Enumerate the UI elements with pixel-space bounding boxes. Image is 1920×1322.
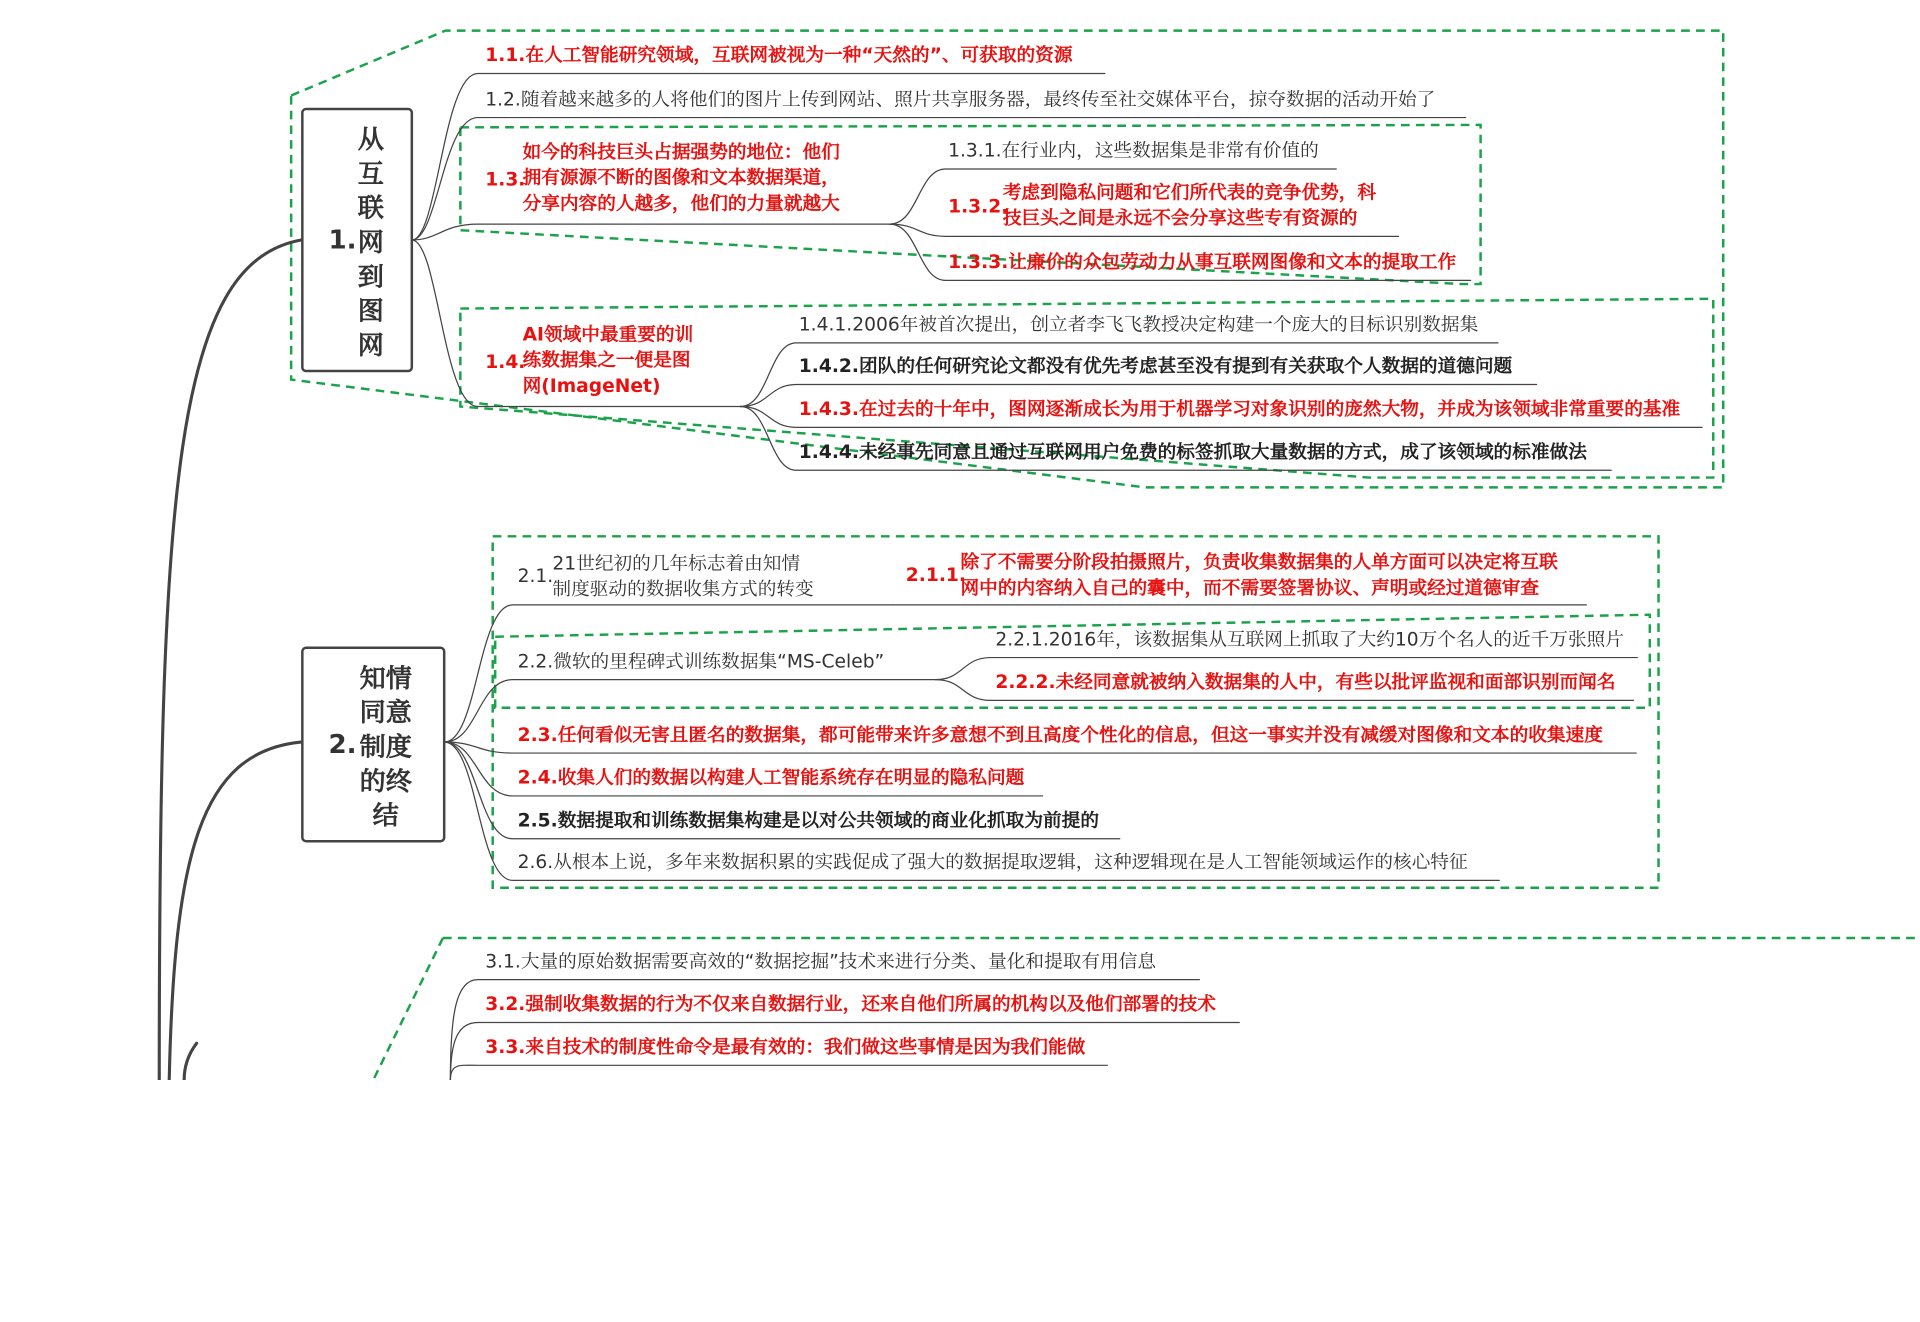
item-2-4-text: 收集人们的数据以构建人工智能系统存在明显的隐私问题 (557, 766, 1025, 789)
item-1-3-prefix: 1.3. (485, 168, 526, 191)
item-2-6[interactable] (518, 850, 1468, 876)
item-2-2-2-prefix: 2.2.2. (995, 671, 1056, 694)
item-3-3[interactable] (485, 1035, 1085, 1061)
item-1-3-2[interactable] (948, 180, 1396, 234)
trunk-to-topic-1 (159, 240, 301, 1080)
item-2-2-2-text: 未经同意就被纳入数据集的人中，有些以批评监视和面部识别而闻名 (1055, 671, 1616, 694)
item-2-1-1-prefix: 2.1.1. (905, 563, 967, 586)
item-1-3-3[interactable] (948, 250, 1456, 276)
item-3-1[interactable] (485, 949, 1156, 975)
item-3-1-prefix: 3.1. (485, 950, 521, 973)
item-1-4-line-3: 网(ImageNet) (522, 374, 661, 397)
item-2-2[interactable] (518, 649, 885, 675)
item-2-4-prefix: 2.4. (517, 766, 558, 789)
item-1-3-2-line-1: 考虑到隐私问题和它们所代表的竞争优势，科 (1002, 181, 1377, 204)
item-2-5-prefix: 2.5. (517, 809, 558, 832)
item-1-3-3-text: 让廉价的众包劳动力从事互联网图像和文本的提取工作 (1008, 251, 1457, 274)
item-1-3-2-prefix: 1.3.2. (948, 195, 1009, 218)
item-1-4-2-text: 团队的任何研究论文都没有优先考虑甚至没有提到有关获取个人数据的道德问题 (859, 355, 1513, 378)
item-1-4-line-2: 练数据集之一便是图 (522, 348, 691, 372)
item-1-1-prefix: 1.1. (485, 44, 526, 67)
item-1-1-text: 在人工智能研究领域，互联网被视为一种“天然的”、可获取的资源 (525, 44, 1073, 67)
item-1-3-line-1: 如今的科技巨头占据强势的地位：他们 (522, 140, 840, 163)
item-2-2-2[interactable] (995, 670, 1615, 696)
item-2-3[interactable] (518, 722, 1603, 748)
item-1-3[interactable] (485, 140, 883, 221)
item-3-2-text: 强制收集数据的行为不仅来自数据行业，还来自他们所属的机构以及他们部署的技术 (525, 993, 1216, 1016)
item-3-3-prefix: 3.3. (485, 1035, 526, 1058)
item-1-4-4[interactable] (799, 440, 1587, 466)
item-3-3-text: 来自技术的制度性命令是最有效的：我们做这些事情是因为我们能做 (525, 1035, 1086, 1058)
item-2-1-line-2: 制度驱动的数据收集方式的转变 (552, 577, 814, 601)
item-1-3-2-line-2: 技巨头之间是永远不会分享这些专有资源的 (1002, 206, 1358, 229)
item-2-2-text: 微软的里程碑式训练数据集“MS-Celeb” (553, 650, 885, 673)
item-2-3-prefix: 2.3. (517, 723, 558, 746)
item-1-4-1-text: 2006年被首次提出，创立者李飞飞教授决定构建一个庞大的目标识别数据集 (852, 313, 1479, 336)
item-2-2-1-prefix: 2.2.1. (995, 628, 1049, 651)
item-2-1-line-1: 21世纪初的几年标志着由知情 (552, 552, 801, 575)
item-2-5[interactable] (518, 808, 1099, 834)
item-2-1-prefix: 2.1. (517, 565, 554, 588)
item-1-3-3-prefix: 1.3.3. (948, 251, 1009, 274)
item-1-3-line-3: 分享内容的人越多，他们的力量就越大 (522, 192, 840, 215)
item-3-1-text: 大量的原始数据需要高效的“数据挖掘”技术来进行分类、量化和提取有用信息 (520, 950, 1157, 973)
item-1-3-1-prefix: 1.3.1. (948, 139, 1002, 162)
item-2-2-1-text: 2016年，该数据集从互联网上抓取了大约10万个名人的近千万张照片 (1048, 628, 1624, 651)
item-2-1-1[interactable] (906, 550, 1603, 601)
item-2-2-1[interactable] (995, 627, 1624, 653)
item-1-4-1[interactable] (799, 312, 1478, 338)
topic-1-number: 1. (328, 225, 357, 255)
item-2-1-1-line-2: 网中的内容纳入自己的囊中，而不需要签署协议、声明或经过道德审查 (960, 576, 1540, 599)
topic-2-title: 知情同意制度的终结 (359, 663, 412, 831)
topic-1-title: 从互联网到图网 (357, 124, 384, 361)
topic-1-box[interactable] (301, 108, 413, 372)
topic-2-number: 2. (328, 729, 357, 760)
item-2-3-text: 任何看似无害且匿名的数据集，都可能带来许多意想不到且高度个性化的信息，但这一事实并没有减缓对图像和文本的收集速度 (557, 723, 1603, 746)
item-1-4-2-prefix: 1.4.2. (798, 355, 860, 378)
item-1-4-line-1: AI领域中最重要的训 (522, 323, 694, 346)
item-1-2[interactable] (485, 87, 1435, 113)
item-1-4-2[interactable] (799, 354, 1512, 380)
item-1-3-1[interactable] (948, 138, 1319, 164)
item-2-6-text: 从根本上说，多年来数据积累的实践促成了强大的数据提取逻辑，这种逻辑现在是人工智能领域运作的核心特征 (553, 851, 1468, 874)
item-2-2-prefix: 2.2. (517, 650, 554, 673)
item-1-3-1-text: 在行业内，这些数据集是非常有价值的 (1001, 139, 1319, 162)
item-2-6-prefix: 2.6. (517, 851, 554, 874)
item-1-3-line-2: 拥有源源不断的图像和文本数据渠道， (522, 166, 840, 189)
item-1-1[interactable] (485, 43, 1072, 69)
topic-2-box[interactable] (301, 647, 445, 843)
item-1-4[interactable] (485, 322, 734, 403)
trunk-to-topic-3 (184, 1043, 196, 1080)
item-2-4[interactable] (518, 765, 1025, 791)
item-1-4-prefix: 1.4. (485, 350, 526, 373)
item-2-5-text: 数据提取和训练数据集构建是以对公共领域的商业化抓取为前提的 (557, 809, 1099, 832)
item-1-4-4-prefix: 1.4.4. (798, 440, 860, 463)
trunk-to-topic-2 (169, 742, 301, 1080)
item-1-4-3[interactable] (799, 397, 1680, 423)
item-1-4-4-text: 未经事先同意且通过互联网用户免费的标签抓取大量数据的方式，成了该领域的标准做法 (859, 440, 1587, 463)
item-1-4-3-prefix: 1.4.3. (798, 397, 860, 421)
item-1-2-prefix: 1.2. (485, 88, 521, 111)
item-1-4-1-prefix: 1.4.1. (798, 313, 853, 336)
item-3-2-prefix: 3.2. (485, 993, 526, 1016)
item-3-2[interactable] (485, 992, 1216, 1018)
item-2-1-1-line-1: 除了不需要分阶段拍摄照片，负责收集数据集的人单方面可以决定将互联 (960, 551, 1558, 574)
item-2-1[interactable] (518, 551, 891, 602)
item-1-2-text: 随着越来越多的人将他们的图片上传到网站、照片共享服务器，最终传至社交媒体平台，掠夺数据的活动开始了 (520, 88, 1436, 111)
item-1-4-3-text: 在过去的十年中，图网逐渐成长为用于机器学习对象识别的庞然大物，并成为该领域非常重要的基准 (859, 397, 1681, 421)
